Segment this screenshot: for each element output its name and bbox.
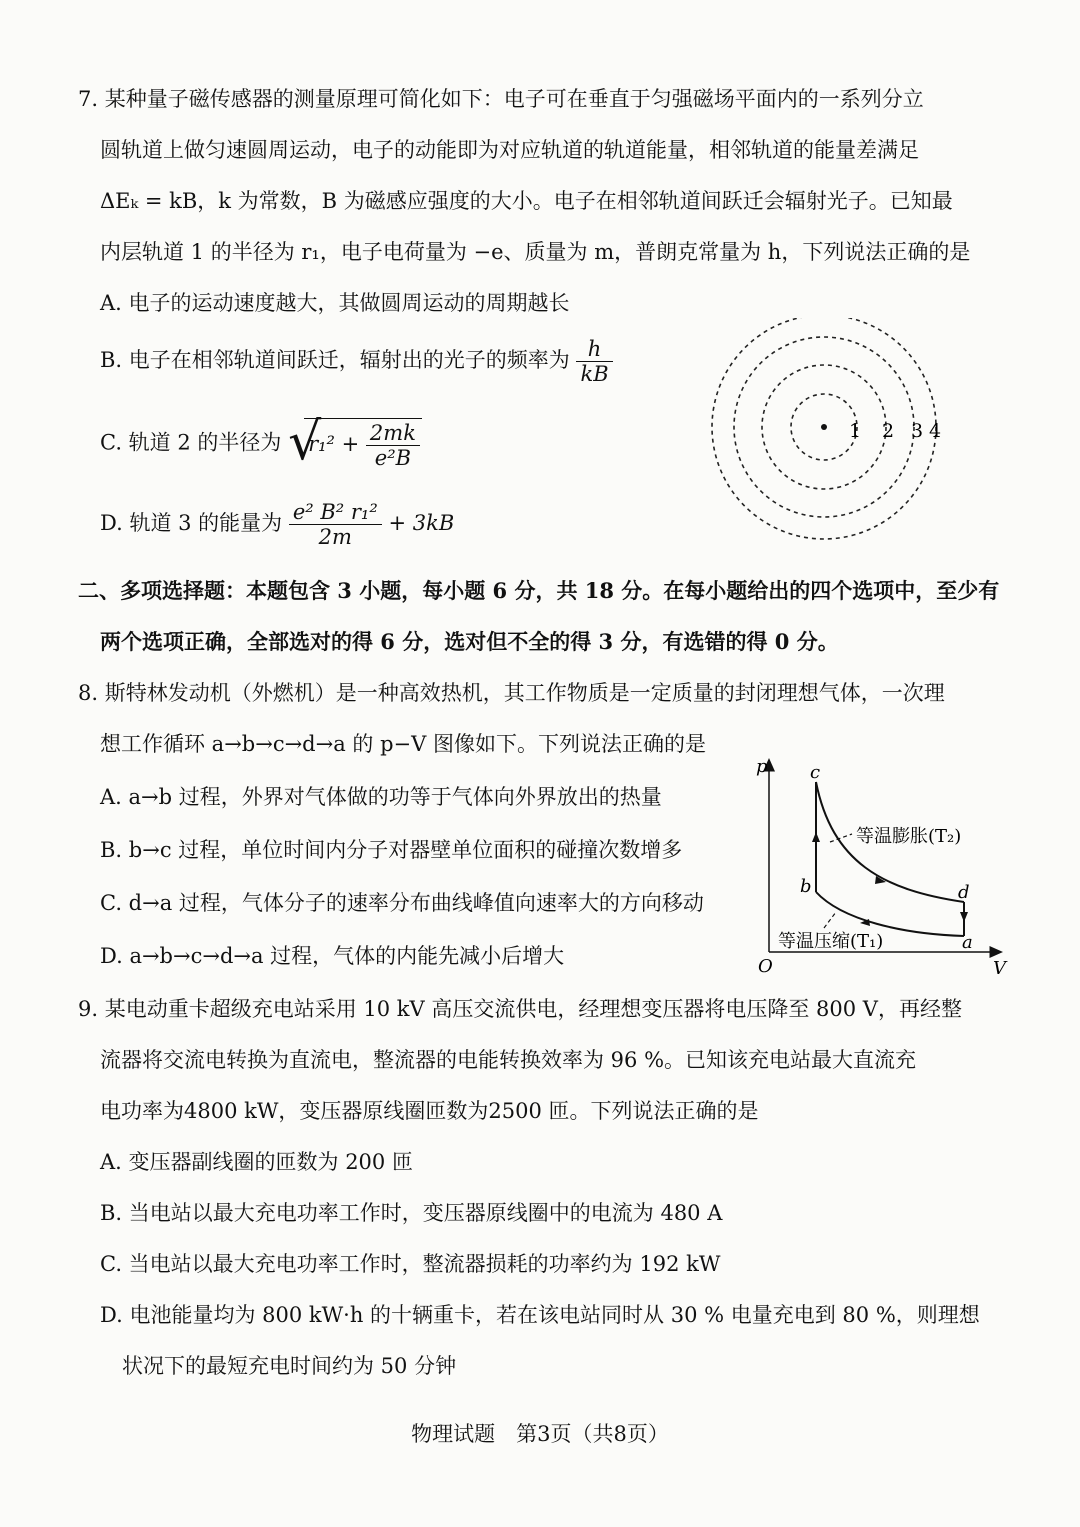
q7-option-d-numerator: e² B² r₁² [289,500,382,525]
q8-option-b: B. b→c 过程，单位时间内分子对器壁单位面积的碰撞次数增多 [100,838,683,862]
q9-option-b: B. 当电站以最大充电功率工作时，变压器原线圈中的电流为 480 A [100,1201,723,1225]
arrow-da [960,912,968,922]
leader-t1 [824,912,836,928]
label-isothermal-compression: 等温压缩(T₁) [778,931,884,952]
section-2-line-2: 两个选项正确，全部选对的得 6 分，选对但不全的得 3 分，有选错的得 0 分。 [100,629,839,654]
q7-option-d [100,500,454,560]
q7-line-3: ΔEₖ = kB，k 为常数，B 为磁感应强度的大小。电子在相邻轨道间跃迁会辐射光子。已知最 [100,189,953,213]
q7-line-2: 圆轨道上做匀速圆周运动，电子的动能即为对应轨道的轨道能量，相邻轨道的能量差满足 [100,138,919,162]
orbit-label-2: 2 [882,420,895,442]
q7-option-b-fraction [576,337,612,386]
nucleus-dot [821,424,827,430]
q8-line-1: 8. 斯特林发动机（外燃机）是一种高效热机，其工作物质是一定质量的封闭理想气体，一次理 [78,681,945,705]
page-footer: 物理试题 第3页（共8页） [411,1422,669,1446]
orbit-label-3: 3 [911,420,924,442]
q7-option-c-sqrt [288,412,422,472]
p-axis-label: p [756,756,768,777]
q8-option-a: A. a→b 过程，外界对气体做的功等于气体向外界放出的热量 [100,785,662,809]
q7-option-b [100,337,613,397]
radical-sign: √ [288,412,322,472]
leader-t2 [830,834,852,842]
point-c-label: c [810,762,821,783]
q7-option-a: A. 电子的运动速度越大，其做圆周运动的周期越长 [100,291,570,315]
q9-option-d-line-1: D. 电池能量均为 800 kW·h 的十辆重卡，若在该电站同时从 30 % 电量充电到 80 %，则理想 [100,1303,980,1327]
q7-option-c-numerator: 2mk [366,421,420,446]
q7-option-c-text: C. 轨道 2 的半径为 [100,430,282,455]
q7-line-1: 7. 某种量子磁传感器的测量原理可简化如下：电子可在垂直于匀强磁场平面内的一系列分立 [78,87,924,111]
v-axis-label: V [993,958,1006,979]
q9-line-3: 电功率为4800 kW，变压器原线圈匝数为2500 匝。下列说法正确的是 [100,1099,759,1123]
q7-option-c [100,412,422,478]
q7-option-b-numerator: h [576,337,612,362]
q7-option-d-denominator: 2m [318,525,352,549]
orbit-label-1: 1 [849,420,862,442]
pv-graph [752,752,1012,982]
origin-label: O [758,956,773,977]
orbit-label-4: 4 [929,420,942,442]
q7-option-d-tail: + 3kB [388,511,455,535]
q7-option-c-fraction [366,421,420,470]
point-d-label: d [958,882,970,903]
point-a-label: a [962,932,973,953]
q9-option-c: C. 当电站以最大充电功率工作时，整流器损耗的功率约为 192 kW [100,1252,721,1276]
q7-option-c-denominator: e²B [374,446,412,470]
q7-option-d-fraction [289,500,382,549]
q8-option-c: C. d→a 过程，气体分子的速率分布曲线峰值向速率大的方向移动 [100,891,704,915]
q9-option-d-line-2: 状况下的最短充电时间约为 50 分钟 [122,1354,457,1378]
q7-option-b-text: B. 电子在相邻轨道间跃迁，辐射出的光子的频率为 [100,348,570,372]
q8-line-2: 想工作循环 a→b→c→d→a 的 p−V 图像如下。下列说法正确的是 [100,732,706,756]
q9-line-2: 流器将交流电转换为直流电，整流器的电能转换效率为 96 %。已知该充电站最大直流充 [100,1048,917,1072]
q9-line-1: 9. 某电动重卡超级充电站采用 10 kV 高压交流供电，经理想变压器将电压降至 800 V，再经整 [78,997,962,1021]
point-b-label: b [800,876,812,897]
orbit-diagram [700,318,950,548]
arrow-bc [812,832,820,842]
label-isothermal-expansion: 等温膨胀(T₂) [856,826,962,847]
q7-option-d-text: D. 轨道 3 的能量为 [100,511,283,535]
q9-option-a: A. 变压器副线圈的匝数为 200 匝 [100,1150,413,1174]
q7-option-c-term: r₁² + [308,432,360,456]
section-2-line-1: 二、多项选择题：本题包含 3 小题，每小题 6 分，共 18 分。在每小题给出的四个选项中，至少有 [78,578,1000,603]
q7-line-4: 内层轨道 1 的半径为 r₁，电子电荷量为 −e、质量为 m，普朗克常量为 h，下列说法正确的是 [100,240,971,264]
q8-option-d: D. a→b→c→d→a 过程，气体的内能先减小后增大 [100,944,565,968]
q7-option-b-denominator: kB [580,362,609,386]
